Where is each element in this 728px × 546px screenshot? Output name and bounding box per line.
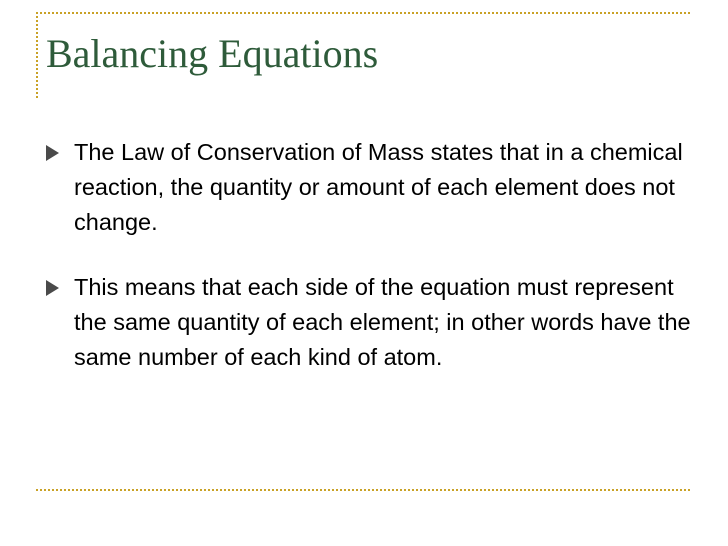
triangle-bullet-icon [46, 280, 59, 296]
bullet-item [46, 270, 691, 375]
top-divider [36, 12, 690, 14]
slide-title: Balancing Equations [46, 31, 379, 76]
triangle-bullet-icon [46, 145, 59, 161]
bullet-item [46, 135, 691, 240]
left-divider [36, 12, 38, 98]
bullet-text: The Law of Conservation of Mass states that in a chemical reaction, the quantity or amount of each element does not change. [74, 139, 683, 235]
bottom-divider [36, 489, 690, 491]
bullet-text: This means that each side of the equation must represent the same quantity of each element; in other words have the same number of each kind of atom. [74, 274, 691, 370]
bullet-list [46, 135, 691, 375]
